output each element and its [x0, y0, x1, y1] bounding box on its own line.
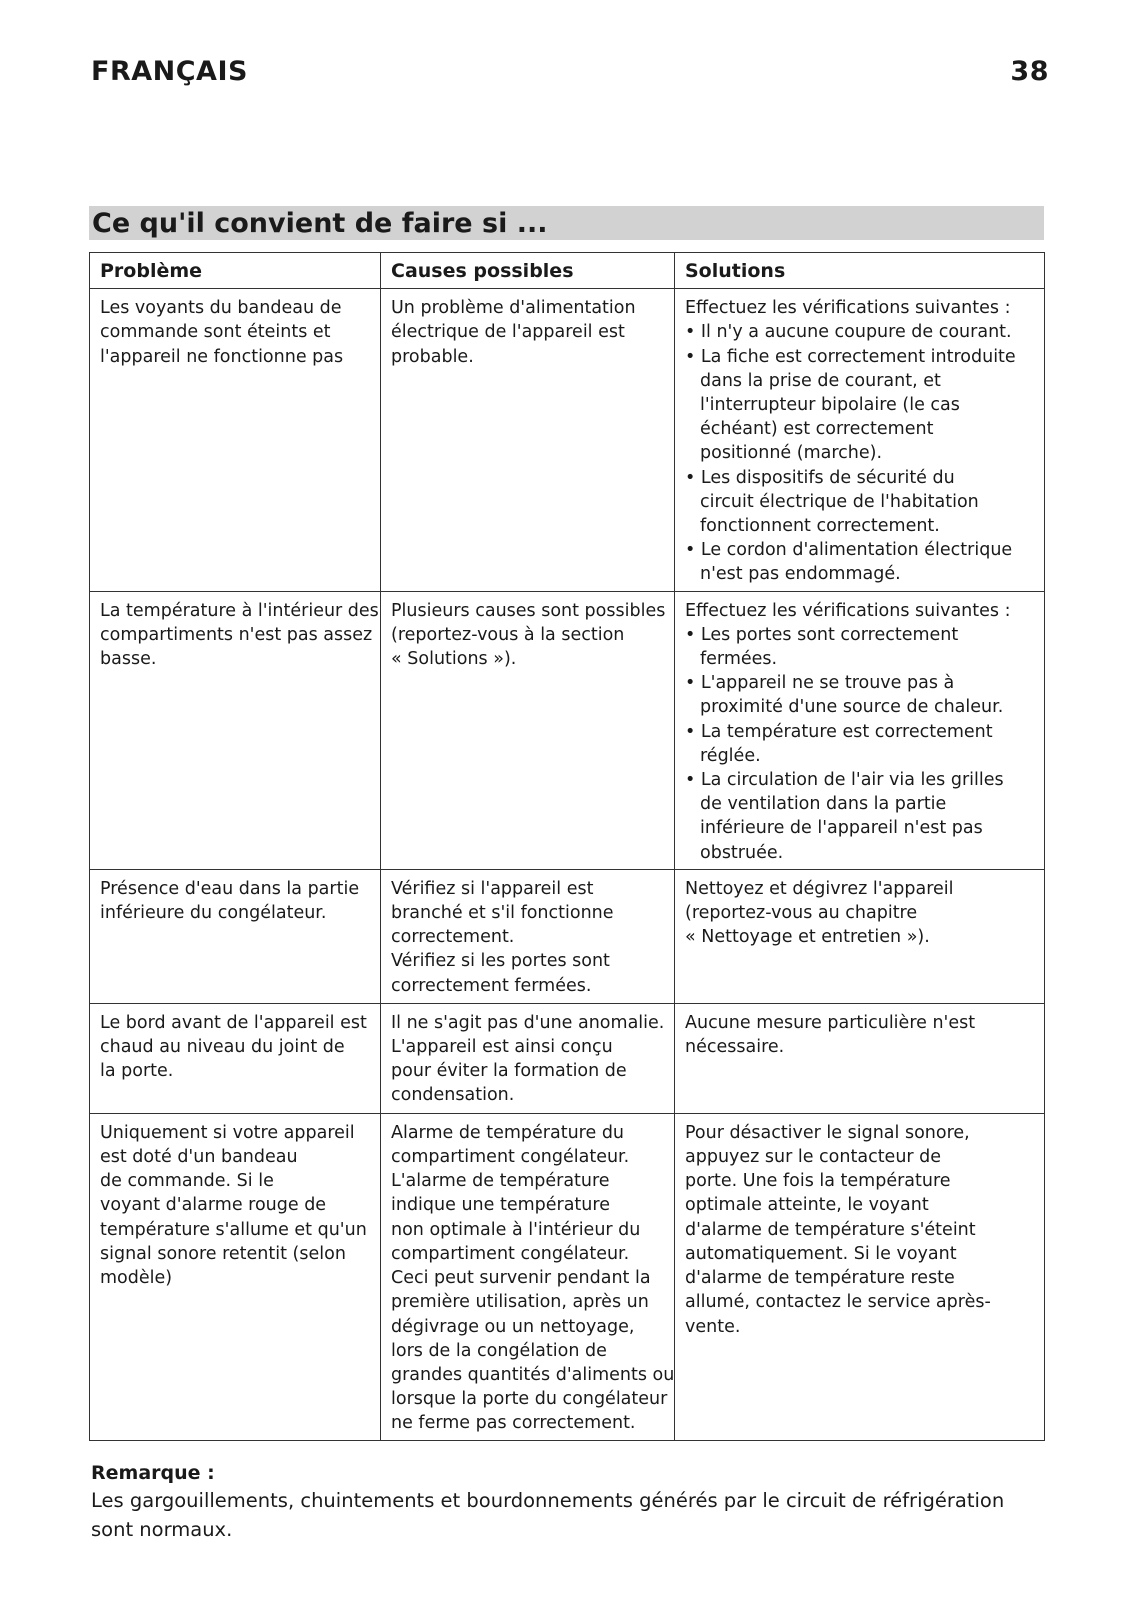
cell-line: L'alarme de température — [391, 1171, 610, 1192]
cell-line: (reportez-vous au chapitre — [685, 903, 918, 924]
column-header-causes: Causes possibles — [381, 253, 675, 289]
cell-line: Vérifiez si l'appareil est — [391, 878, 594, 899]
cell-line: Effectuez les vérifications suivantes : — [685, 298, 1011, 319]
cell-line: Effectuez les vérifications suivantes : — [685, 600, 1011, 621]
bullet-continuation: circuit électrique de l'habitation — [700, 491, 979, 512]
cell-line: Vérifiez si les portes sont — [391, 951, 610, 972]
cell-line: est doté d'un bandeau — [100, 1147, 298, 1168]
solution-cell — [675, 289, 1045, 591]
problem-cell — [90, 289, 381, 591]
cause-cell — [381, 1113, 675, 1440]
bullet-line: • Les dispositifs de sécurité du — [685, 467, 955, 488]
cell-line: commande sont éteints et — [100, 322, 331, 343]
bullet-line: • Le cordon d'alimentation électrique — [685, 540, 1013, 561]
bullet-continuation: fonctionnent correctement. — [700, 516, 940, 537]
troubleshooting-table — [89, 252, 1045, 1441]
cell-line: d'alarme de température s'éteint — [685, 1219, 976, 1240]
cell-line: première utilisation, après un — [391, 1292, 649, 1313]
cell-line: compartiment congélateur. — [391, 1147, 630, 1168]
cell-line: compartiments n'est pas assez — [100, 624, 373, 645]
cell-line: « Solutions »). — [391, 649, 517, 670]
cell-line: grandes quantités d'aliments ou — [391, 1364, 675, 1385]
bullet-continuation: l'interrupteur bipolaire (le cas — [700, 395, 960, 416]
cell-line: Uniquement si votre appareil — [100, 1122, 355, 1143]
table-row — [90, 869, 1045, 1003]
cell-line: chaud au niveau du joint de — [100, 1037, 345, 1058]
cell-line: correctement. — [391, 927, 515, 948]
cell-line: vente. — [685, 1316, 741, 1337]
bullet-continuation: n'est pas endommagé. — [700, 564, 901, 585]
table-row — [90, 1003, 1045, 1113]
page-header — [91, 56, 1049, 87]
page-number: 38 — [1010, 56, 1049, 87]
cell-line: porte. Une fois la température — [685, 1171, 951, 1192]
cell-line: Aucune mesure particulière n'est — [685, 1012, 976, 1033]
cell-line: électrique de l'appareil est — [391, 322, 625, 343]
bullet-continuation: réglée. — [700, 745, 761, 766]
cell-line: température s'allume et qu'un — [100, 1219, 367, 1240]
solution-cell — [675, 1113, 1045, 1440]
cell-line: Les voyants du bandeau de — [100, 298, 342, 319]
cell-line: d'alarme de température reste — [685, 1268, 955, 1289]
cell-line: correctement fermées. — [391, 975, 592, 996]
table-row — [90, 1113, 1045, 1440]
problem-cell — [90, 1003, 381, 1113]
cell-line: probable. — [391, 346, 474, 367]
language-label: FRANÇAIS — [91, 56, 248, 87]
bullet-continuation: obstruée. — [700, 842, 784, 863]
bullet-line: • Les portes sont correctement — [685, 624, 959, 645]
cell-line: non optimale à l'intérieur du — [391, 1219, 641, 1240]
cell-line: appuyez sur le contacteur de — [685, 1147, 942, 1168]
bullet-line: • La circulation de l'air via les grilles — [685, 770, 1004, 791]
cell-line: Le bord avant de l'appareil est — [100, 1012, 367, 1033]
cell-line: Plusieurs causes sont possibles — [391, 600, 666, 621]
cell-line: pour éviter la formation de — [391, 1061, 627, 1082]
cell-line: Nettoyez et dégivrez l'appareil — [685, 878, 954, 899]
bullet-continuation: positionné (marche). — [700, 443, 883, 464]
cell-line: voyant d'alarme rouge de — [100, 1195, 327, 1216]
cause-cell — [381, 591, 675, 869]
problem-cell — [90, 869, 381, 1003]
note — [91, 1460, 1041, 1544]
cell-line: La température à l'intérieur des — [100, 600, 379, 621]
cell-line: lors de la congélation de — [391, 1340, 607, 1361]
column-header-solutions: Solutions — [675, 253, 1045, 289]
cell-line: basse. — [100, 649, 157, 670]
bullet-line: • Il n'y a aucune coupure de courant. — [685, 322, 1012, 343]
cell-line: (reportez-vous à la section — [391, 624, 625, 645]
cell-line: signal sonore retentit (selon — [100, 1243, 346, 1264]
bullet-continuation: fermées. — [700, 649, 778, 670]
note-line: Les gargouillements, chuintements et bourdonnements générés par le circuit de réfrigération — [91, 1489, 1005, 1512]
cell-line: automatiquement. Si le voyant — [685, 1243, 957, 1264]
solution-cell — [675, 591, 1045, 869]
problem-cell — [90, 1113, 381, 1440]
cell-line: L'appareil est ainsi conçu — [391, 1037, 613, 1058]
solution-cell — [675, 1003, 1045, 1113]
cell-line: la porte. — [100, 1061, 174, 1082]
cell-line: optimale atteinte, le voyant — [685, 1195, 929, 1216]
column-header-problem: Problème — [90, 253, 381, 289]
cell-line: Présence d'eau dans la partie — [100, 878, 360, 899]
cell-line: branché et s'il fonctionne — [391, 903, 614, 924]
bullet-continuation: inférieure de l'appareil n'est pas — [700, 818, 983, 839]
cell-line: modèle) — [100, 1268, 173, 1289]
bullet-line: • La fiche est correctement introduite — [685, 346, 1016, 367]
note-body — [91, 1486, 1041, 1544]
bullet-continuation: échéant) est correctement — [700, 419, 934, 440]
solution-cell — [675, 869, 1045, 1003]
bullet-continuation: dans la prise de courant, et — [700, 370, 941, 391]
cell-line: Alarme de température du — [391, 1122, 625, 1143]
table-row — [90, 289, 1045, 591]
bullet-line: • L'appareil ne se trouve pas à — [685, 673, 955, 694]
cell-line: nécessaire. — [685, 1037, 785, 1058]
cause-cell — [381, 869, 675, 1003]
note-line: sont normaux. — [91, 1518, 233, 1541]
cell-line: Il ne s'agit pas d'une anomalie. — [391, 1012, 665, 1033]
cell-line: de commande. Si le — [100, 1171, 274, 1192]
bullet-continuation: proximité d'une source de chaleur. — [700, 697, 1004, 718]
cell-line: Pour désactiver le signal sonore, — [685, 1122, 970, 1143]
cell-line: indique une température — [391, 1195, 610, 1216]
cell-line: Un problème d'alimentation — [391, 298, 636, 319]
cell-line: dégivrage ou un nettoyage, — [391, 1316, 635, 1337]
cell-line: condensation. — [391, 1085, 515, 1106]
cell-line: inférieure du congélateur. — [100, 903, 327, 924]
cell-line: Ceci peut survenir pendant la — [391, 1268, 651, 1289]
bullet-line: • La température est correctement — [685, 721, 993, 742]
cell-line: ne ferme pas correctement. — [391, 1413, 636, 1434]
section-title: Ce qu'il convient de faire si ... — [89, 206, 1044, 240]
cell-line: l'appareil ne fonctionne pas — [100, 346, 344, 367]
cause-cell — [381, 289, 675, 591]
cause-cell — [381, 1003, 675, 1113]
note-title: Remarque : — [91, 1462, 215, 1484]
cell-line: lorsque la porte du congélateur — [391, 1389, 668, 1410]
cell-line: compartiment congélateur. — [391, 1243, 630, 1264]
table-header-row — [90, 253, 1045, 289]
cell-line: « Nettoyage et entretien »). — [685, 927, 930, 948]
bullet-continuation: de ventilation dans la partie — [700, 794, 947, 815]
table-row — [90, 591, 1045, 869]
cell-line: allumé, contactez le service après- — [685, 1292, 991, 1313]
problem-cell — [90, 591, 381, 869]
